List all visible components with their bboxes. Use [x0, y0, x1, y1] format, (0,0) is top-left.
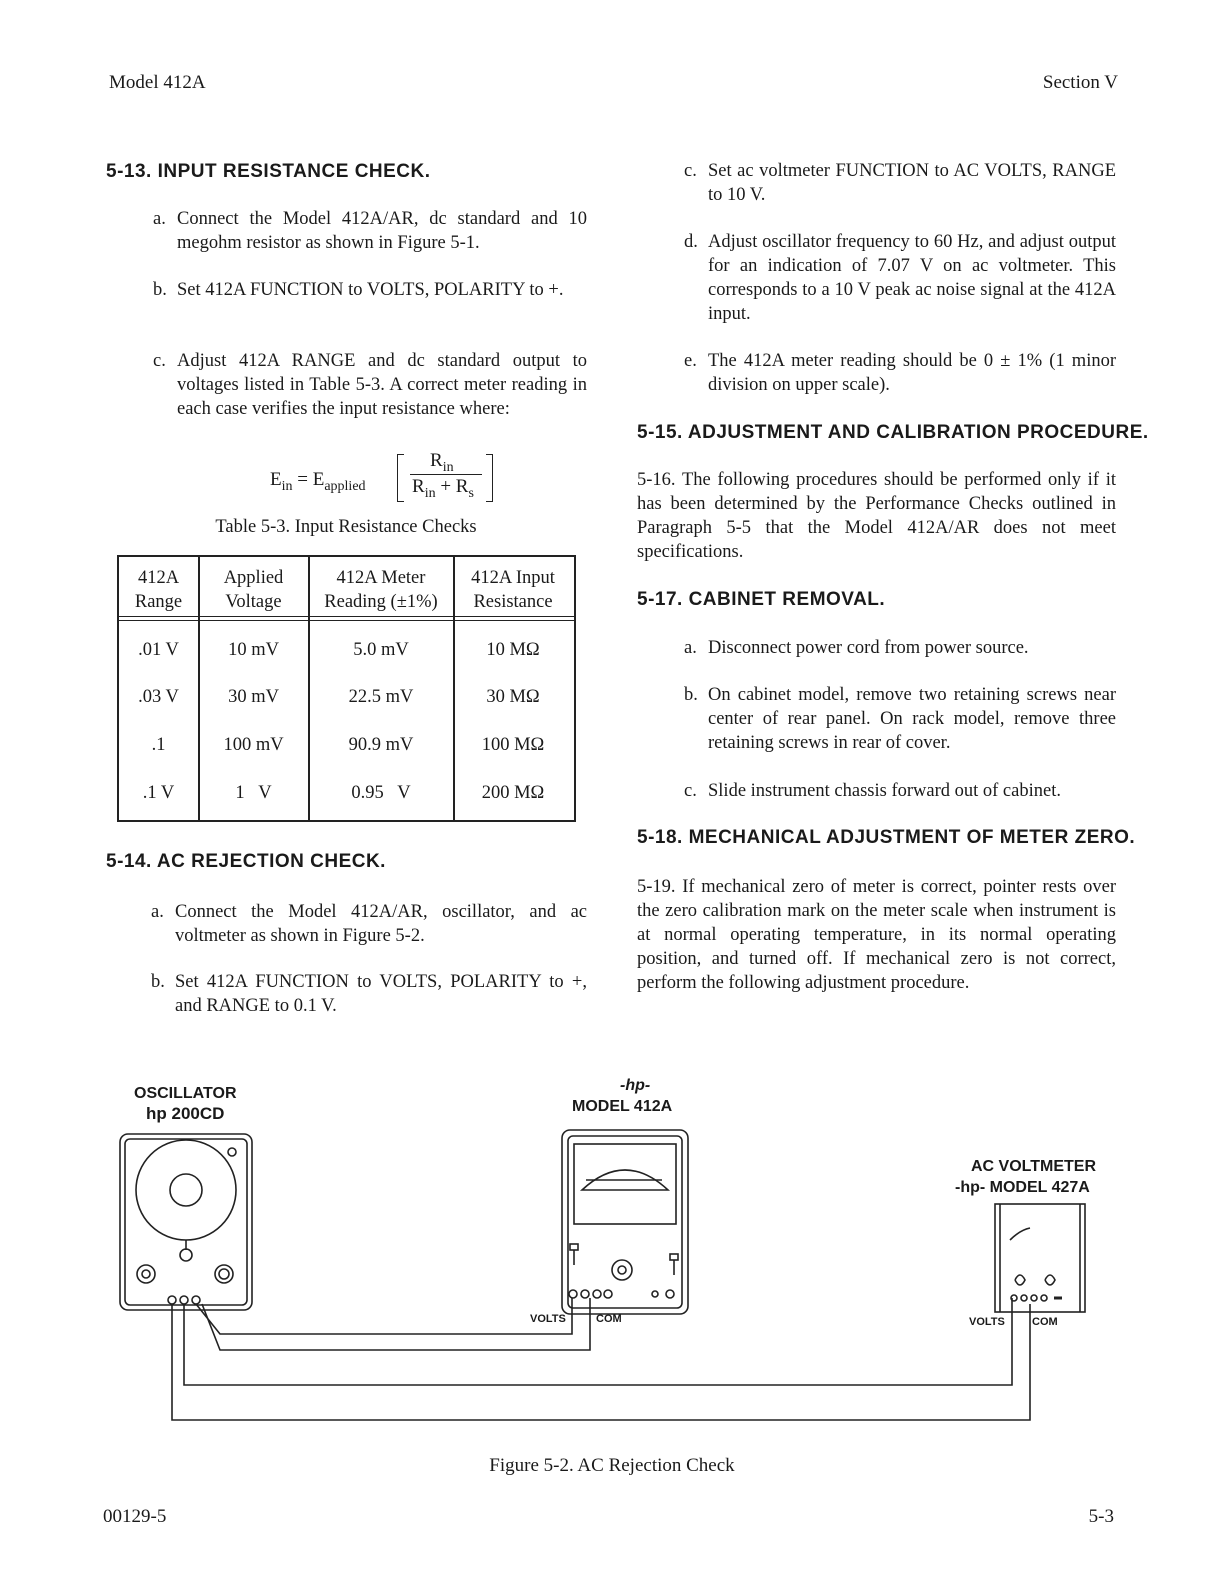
list-item	[153, 349, 587, 449]
table-cell: 100 mV	[223, 735, 284, 755]
table-cell: .01 V	[138, 640, 179, 660]
item-text: Slide instrument chassis forward out of cabinet.	[708, 781, 1061, 801]
model-412a-instrument	[562, 1130, 688, 1314]
item-text: Set ac voltmeter FUNCTION to AC VOLTS, RANGE to 10 V.	[708, 161, 1116, 205]
item-label: d.	[684, 232, 698, 252]
table-cell: .1	[151, 735, 166, 755]
table-header: 412A Input Resistance	[471, 568, 555, 612]
table-cell: 100 MΩ	[481, 735, 545, 755]
table-cell: .1 V	[142, 783, 175, 803]
item-label: a.	[684, 638, 697, 658]
table-cell: 200 MΩ	[481, 783, 545, 803]
item-label: a.	[151, 902, 164, 922]
table-header: Applied Voltage	[223, 568, 284, 612]
item-label: c.	[684, 781, 697, 801]
table-cell: 1 V	[235, 783, 272, 803]
item-label: a.	[153, 209, 166, 229]
table-cell: 10 mV	[228, 640, 279, 660]
item-label: c.	[153, 351, 166, 371]
footer-document-code: 00129-5	[103, 1506, 167, 1527]
item-text: The 412A meter reading should be 0 ± 1% (1 minor division on upper scale).	[708, 351, 1116, 395]
item-text: Disconnect power cord from power source.	[708, 638, 1029, 658]
section-5-14-title: 5-14. AC REJECTION CHECK.	[106, 851, 386, 872]
table-header: 412A Range	[134, 568, 183, 612]
412a-com-terminal-label: COM	[596, 1313, 622, 1325]
list-item	[153, 278, 587, 328]
hp-logo-mark: -hp-	[620, 1077, 651, 1094]
table-cell: 30 MΩ	[486, 687, 540, 707]
input-resistance-formula: $E_{in} = E_{applied}$ $R_{in}$ $R_{in} + R_s$	[270, 450, 510, 506]
voltmeter-volts-terminal-label: VOLTS	[969, 1316, 1005, 1328]
paragraph-5-16: 5-16. The following procedures should be performed only if it has been determined by the Performance Checks outlined in Paragraph 5-5 that the Model 412A/AR does not meet specifications.	[637, 470, 1116, 562]
table-cell: 0.95 V	[351, 783, 411, 803]
list-item	[684, 159, 1116, 209]
input-resistance-table	[117, 555, 576, 822]
table-header: 412A Meter Reading (±1%)	[324, 568, 438, 612]
item-label: b.	[153, 280, 167, 300]
list-item	[151, 900, 587, 950]
item-label: b.	[684, 685, 698, 705]
table-cell: 10 MΩ	[486, 640, 540, 660]
table-cell: 30 mV	[228, 687, 279, 707]
section-5-18-title: 5-18. MECHANICAL ADJUSTMENT OF METER ZERO.	[637, 827, 1136, 848]
oscillator-instrument	[120, 1134, 252, 1310]
ac-voltmeter-instrument	[995, 1204, 1085, 1312]
ac-voltmeter-model-label: -hp- MODEL 427A	[955, 1179, 1090, 1196]
item-text: Connect the Model 412A/AR, oscillator, and ac voltmeter as shown in Figure 5-2.	[175, 902, 587, 946]
list-item	[153, 207, 587, 257]
section-5-17-title: 5-17. CABINET REMOVAL.	[637, 589, 886, 610]
item-text: Set 412A FUNCTION to VOLTS, POLARITY to +.	[177, 280, 564, 300]
voltmeter-com-terminal-label: COM	[1032, 1316, 1058, 1328]
model-412a-label: MODEL 412A	[572, 1098, 673, 1115]
item-label: e.	[684, 351, 697, 371]
item-text: On cabinet model, remove two retaining screws near center of rear panel. On rack model, remove three retaining screws in rear of cover.	[708, 685, 1116, 753]
list-item	[684, 779, 1116, 805]
table-cell: .03 V	[138, 687, 179, 707]
ac-rejection-diagram	[100, 1120, 1110, 1430]
412a-volts-terminal-label: VOLTS	[530, 1313, 566, 1325]
table-cell: 22.5 mV	[348, 687, 414, 707]
footer-page-number: 5-3	[1088, 1506, 1114, 1527]
ac-voltmeter-label: AC VOLTMETER	[971, 1158, 1097, 1175]
table-caption: Table 5-3. Input Resistance Checks	[215, 517, 477, 537]
item-label: b.	[151, 972, 165, 992]
table-cell: 90.9 mV	[348, 735, 414, 755]
item-text: Adjust oscillator frequency to 60 Hz, and adjust output for an indication of 7.07 V on ac voltmeter. This corresponds to a 10 V peak ac noise signal at the 412A input.	[708, 232, 1116, 324]
table-cell: 5.0 mV	[353, 640, 409, 660]
list-item	[684, 349, 1116, 399]
item-label: c.	[684, 161, 697, 181]
list-item	[684, 683, 1116, 757]
section-5-15-title: 5-15. ADJUSTMENT AND CALIBRATION PROCEDURE.	[637, 422, 1149, 443]
figure-caption: Figure 5-2. AC Rejection Check	[489, 1455, 735, 1476]
list-item	[684, 230, 1116, 330]
item-text: Adjust 412A RANGE and dc standard output to voltages listed in Table 5-3. A correct meter reading in each case verifies the input resistance where:	[177, 351, 587, 419]
running-header-model: Model 412A	[109, 72, 206, 93]
item-text: Connect the Model 412A/AR, dc standard and 10 megohm resistor as shown in Figure 5-1.	[177, 209, 587, 253]
item-text: Set 412A FUNCTION to VOLTS, POLARITY to +, and RANGE to 0.1 V.	[175, 972, 587, 1016]
list-item	[151, 970, 587, 1020]
running-header-section: Section V	[1042, 72, 1118, 93]
oscillator-model-label: hp 200CD	[146, 1104, 225, 1123]
paragraph-5-19: 5-19. If mechanical zero of meter is correct, pointer rests over the zero calibration mark on the meter scale when instrument is at normal operating temperature, in its normal operating position, and turned off. If mechanical zero is not correct, perform the following adjustment procedure.	[637, 877, 1116, 993]
oscillator-label: OSCILLATOR	[134, 1085, 237, 1102]
section-5-13-title: 5-13. INPUT RESISTANCE CHECK.	[106, 161, 431, 182]
list-item	[684, 636, 1116, 662]
